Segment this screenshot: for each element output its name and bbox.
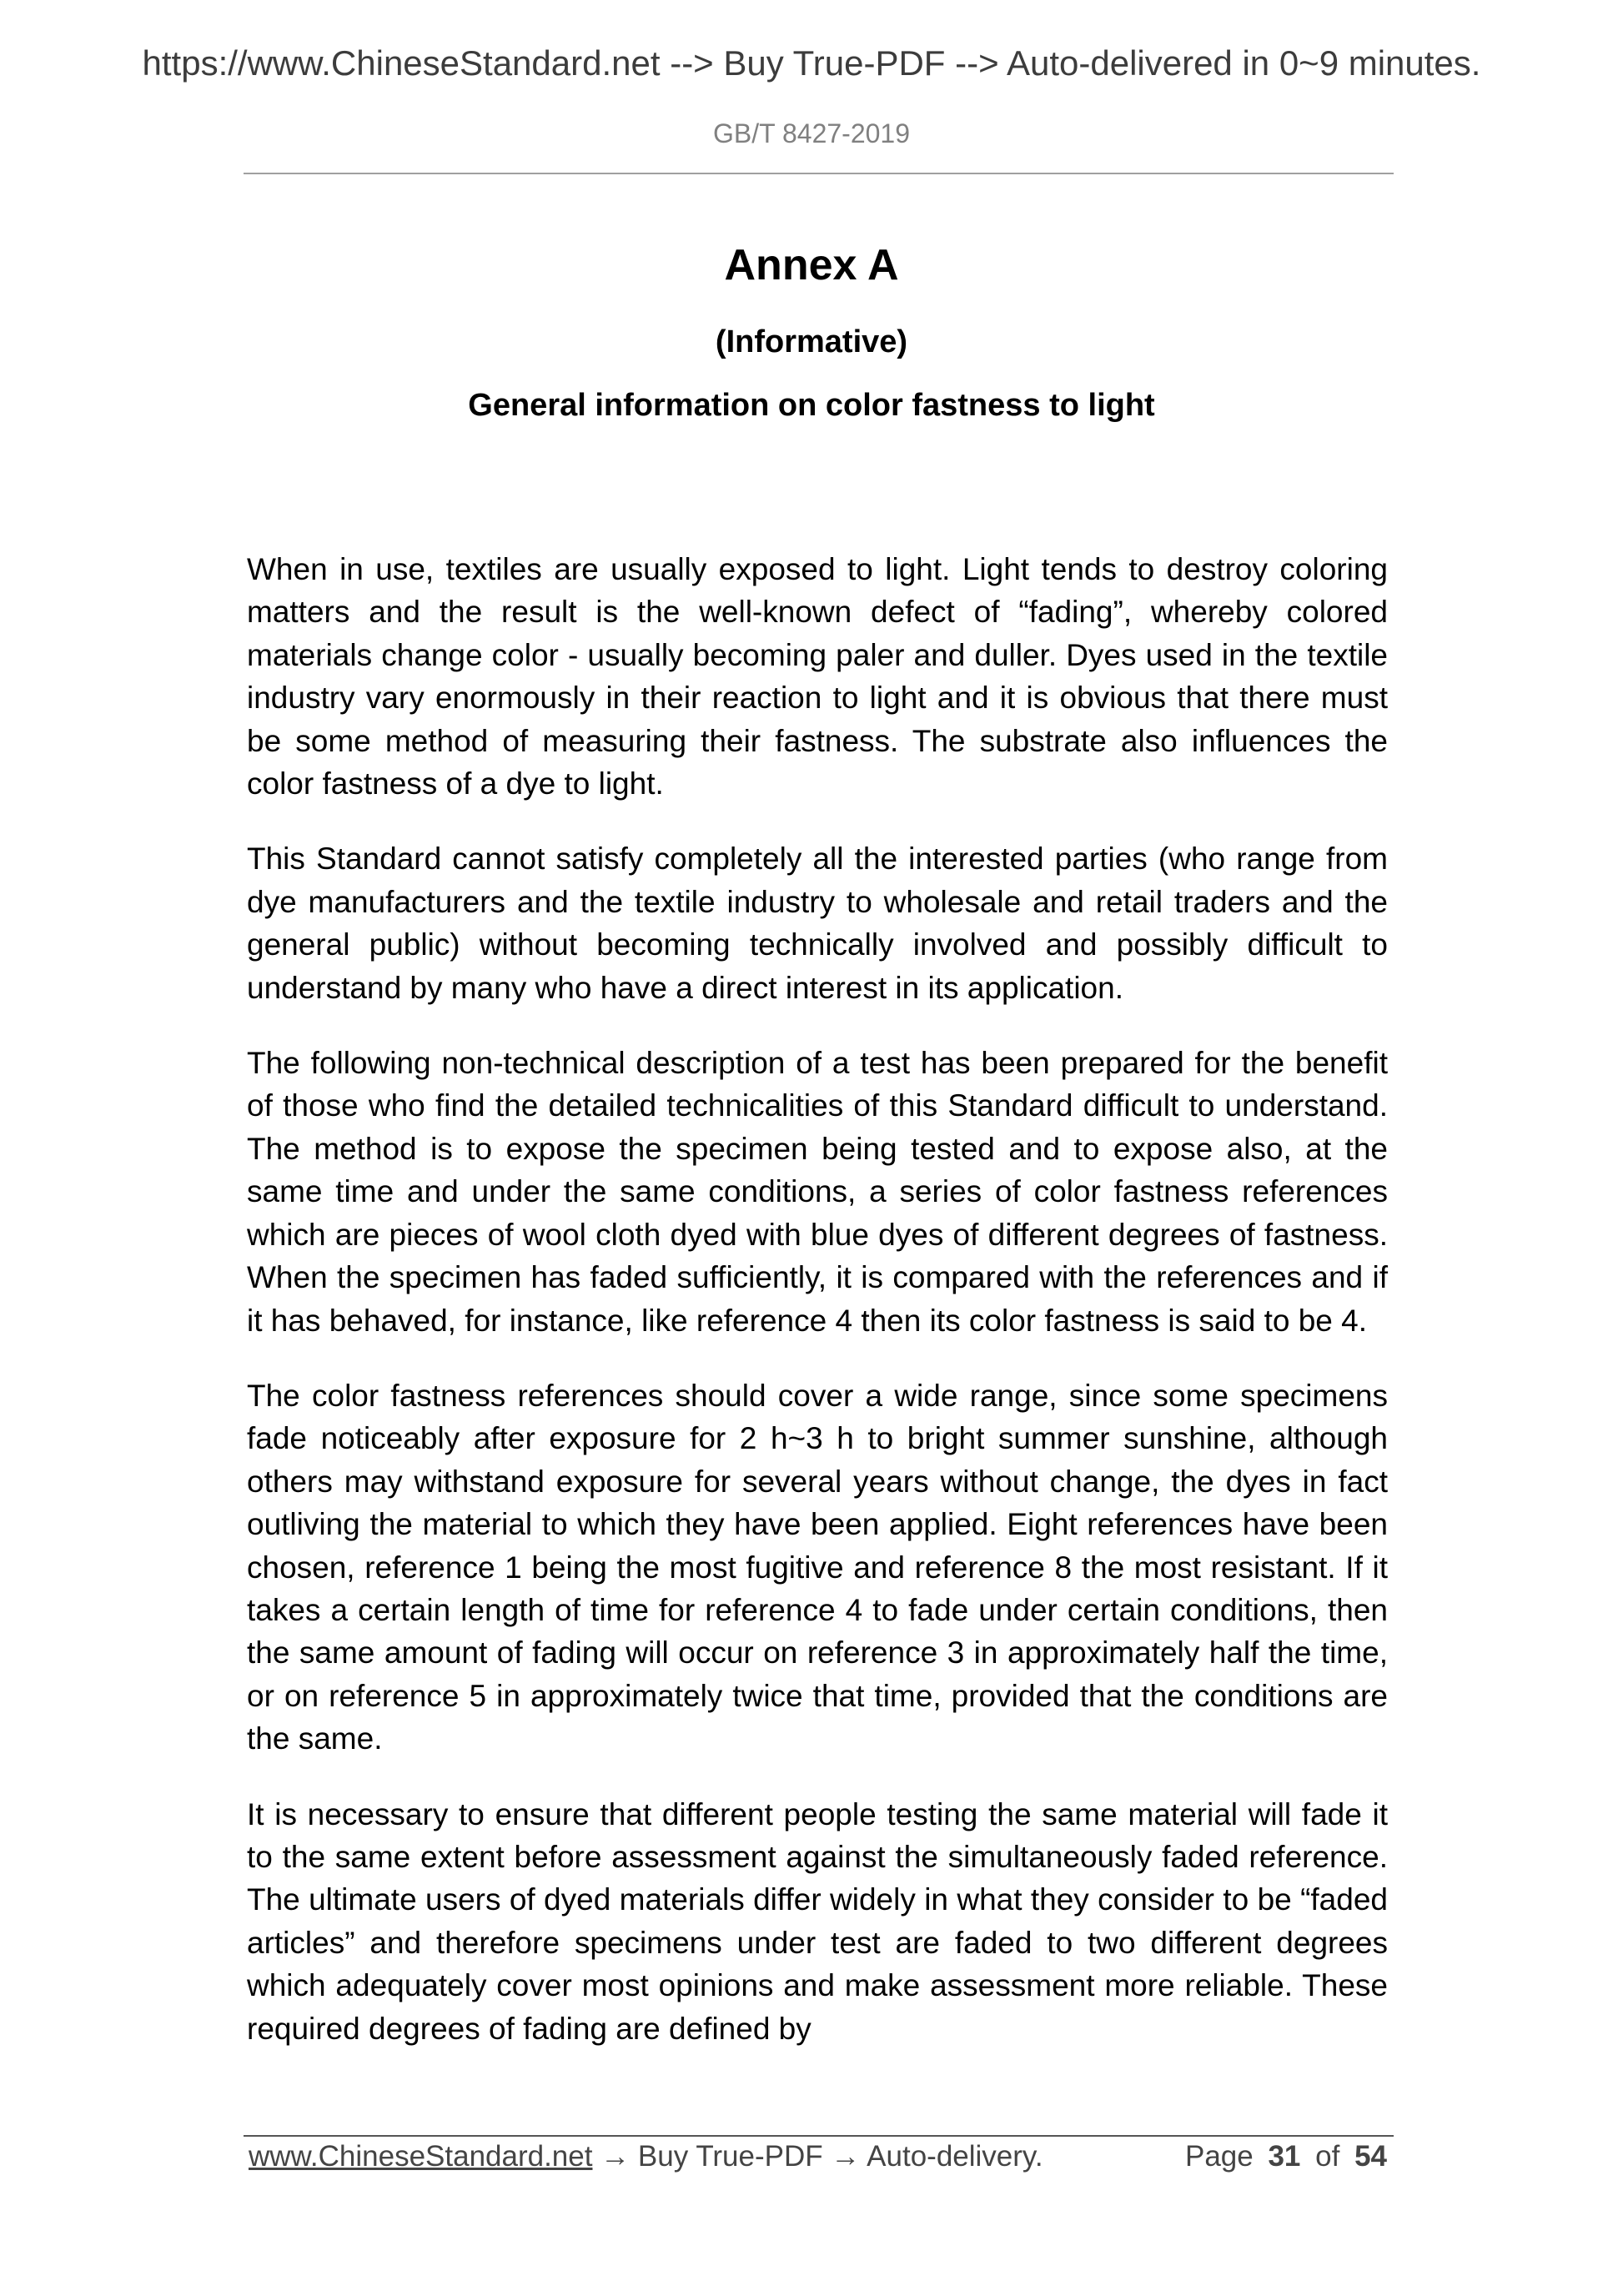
page-label: Page <box>1184 2140 1254 2173</box>
footer-link[interactable]: www.ChineseStandard.net <box>249 2140 593 2173</box>
header-divider <box>244 173 1394 174</box>
footer-text: → Buy True-PDF → Auto-delivery. <box>592 2140 1043 2173</box>
paragraph: The following non-technical description of a test has been prepared for the benefit of those who find the detailed technicalities of this Standard difficult to understand. The method is to expose the specimen being tested and to expose also, at the same time and under the same conditions, a series of color fastness references which are pieces of wool cloth dyed with blue dyes of different degrees of fastness. When the specimen has faded sufficiently, it is compared with the references and if it has behaved, for instance, like reference 4 then its color fastness is said to be 4. <box>247 1046 1388 1338</box>
page-current: 31 <box>1268 2140 1301 2173</box>
standard-code: GB/T 8427-2019 <box>712 118 910 148</box>
footer-divider <box>244 2135 1394 2137</box>
footer-left <box>249 2140 1043 2173</box>
paragraph: The color fastness references should cover a wide range, since some specimens fade noticeably after exposure for 2 h~3 h to bright summer sunshine, although others may withstand exposure for several years without change, the dyes in fact outliving the material to which they have been applied. Eight references have been chosen, reference 1 being the most fugitive and reference 8 the most resistant. If it takes a certain length of time for reference 4 to fade under certain conditions, then the same amount of fading will occur on reference 3 in approximately half the time, or on reference 5 in approximately twice that time, provided that the conditions are the same. <box>247 1378 1388 1756</box>
paragraph: This Standard cannot satisfy completely all the interested parties (who range from dye manufacturers and the textile industry to wholesale and retail traders and the general public) without becoming technically involved and possibly difficult to understand by many who have a direct interest in its application. <box>247 842 1388 1005</box>
page-indicator <box>1185 2140 1387 2173</box>
annex-title: Annex A <box>724 241 899 289</box>
header-banner: https://www.ChineseStandard.net --> Buy True-PDF --> Auto-delivered in 0~9 minutes. <box>142 43 1481 83</box>
footer <box>249 2140 1387 2173</box>
annex-type: (Informative) <box>715 324 908 359</box>
body-text <box>247 548 1388 2082</box>
page-total: 54 <box>1354 2140 1387 2173</box>
annex-subtitle: General information on color fastness to light <box>468 388 1155 423</box>
paragraph: When in use, textiles are usually exposed to light. Light tends to destroy coloring matters and the result is the well-known defect of “fading”, whereby colored materials change color - usually becoming paler and duller. Dyes used in the textile industry vary enormously in their reaction to light and it is obvious that there must be some method of measuring their fastness. The substrate also influences the color fastness of a dye to light. <box>247 552 1388 801</box>
page-of: of <box>1315 2140 1340 2173</box>
paragraph: It is necessary to ensure that different people testing the same material will fade it to the same extent before assessment against the simultaneously faded reference. The ultimate users of dyed materials differ widely in what they consider to be “faded articles” and therefore specimens under test are faded to two different degrees which adequately cover most opinions and make assessment more reliable. These required degrees of fading are defined by <box>247 1796 1388 2046</box>
